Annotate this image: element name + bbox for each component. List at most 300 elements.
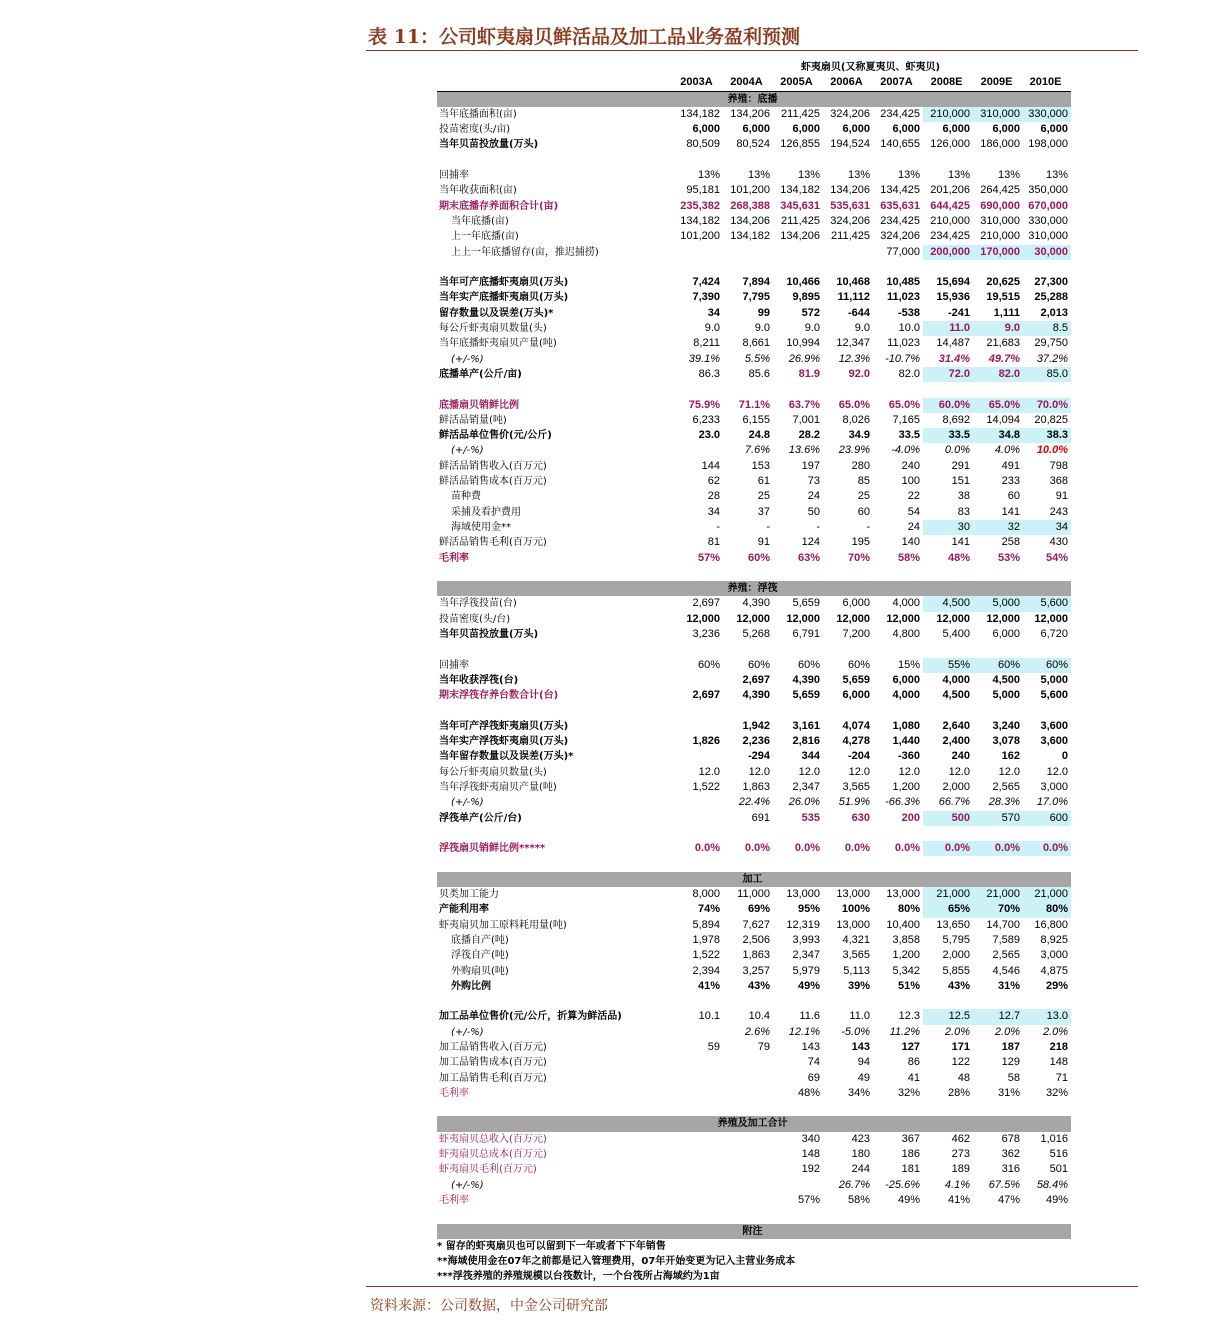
spacer-cell	[437, 642, 1071, 657]
value-cell: 500	[923, 811, 973, 826]
value-cell: 8,692	[942, 413, 970, 426]
value-cell: 200,000	[923, 245, 973, 260]
value-cell: 60%	[747, 551, 770, 564]
value-cell: 12.0	[848, 765, 870, 778]
value-cell: 65.0%	[888, 398, 920, 411]
value-cell: 5,342	[892, 964, 920, 977]
year-header: 2004A	[723, 75, 773, 91]
value-cell	[723, 245, 773, 260]
spacer-cell	[437, 382, 1071, 397]
table-row	[437, 1055, 1071, 1070]
year-header: 2005A	[773, 75, 823, 91]
value-cell	[723, 1055, 773, 1070]
year-header: 2008E	[923, 75, 973, 91]
value-cell: 189	[951, 1163, 970, 1176]
value-cell: 37.2%	[1036, 352, 1069, 365]
section-band	[437, 872, 1071, 887]
value-cell: 11,000	[737, 888, 770, 901]
value-cell: 58	[1007, 1071, 1020, 1084]
value-cell: 15,694	[936, 276, 970, 289]
table-row	[437, 1178, 1071, 1193]
value-cell: 233	[1001, 475, 1020, 488]
value-cell: 5,979	[792, 964, 820, 977]
value-cell: 324,206	[880, 230, 920, 243]
value-cell: 43%	[747, 979, 770, 992]
spacer-cell	[437, 260, 1071, 275]
table-row	[437, 229, 1071, 244]
value-cell: 8,925	[1040, 933, 1069, 946]
value-cell	[723, 1086, 773, 1101]
row-label: 鲜活品单位售价(元/公斤)	[439, 430, 552, 442]
value-cell: -	[716, 520, 720, 533]
year-header-row	[437, 75, 1071, 91]
value-cell: 43%	[947, 979, 970, 992]
value-cell: 1,978	[692, 933, 720, 946]
section-band-label: 养殖：浮筏	[437, 581, 1071, 596]
value-cell: 0.0%	[894, 842, 920, 855]
value-cell: 82.0	[973, 367, 1023, 382]
value-cell: 13%	[697, 169, 720, 182]
value-cell: 4.0%	[994, 444, 1020, 457]
value-cell: 95,181	[686, 184, 720, 197]
value-cell: 316	[1001, 1163, 1020, 1176]
value-cell: 240	[951, 750, 970, 763]
value-cell: 75.9%	[688, 398, 720, 411]
value-cell: 268,388	[730, 199, 770, 212]
table-row	[437, 489, 1071, 504]
value-cell	[723, 1147, 773, 1162]
value-cell: 134,425	[880, 184, 920, 197]
value-cell: 12.1%	[788, 1025, 820, 1038]
value-cell: 7.6%	[744, 444, 770, 457]
row-label: 苗种费	[451, 491, 481, 503]
value-cell: 324,206	[830, 107, 870, 120]
spacer-cell	[437, 994, 1071, 1009]
value-cell: 10,400	[886, 918, 920, 931]
value-cell: 55%	[923, 658, 973, 673]
value-cell: 3,000	[1040, 780, 1069, 793]
value-cell	[673, 719, 723, 734]
value-cell: 148	[801, 1148, 820, 1161]
value-cell: 4,875	[1040, 964, 1069, 977]
value-cell: 7,200	[842, 627, 870, 640]
value-cell: 95%	[797, 903, 820, 916]
value-cell: 13.6%	[788, 444, 820, 457]
value-cell: 4,500	[923, 596, 973, 611]
table-row	[437, 321, 1071, 336]
value-cell: 29%	[1045, 979, 1069, 992]
value-cell: 5,659	[792, 689, 820, 702]
group-header-row	[437, 60, 1071, 75]
value-cell: 1,200	[892, 780, 920, 793]
table-row	[437, 443, 1071, 458]
value-cell: 134,182	[680, 214, 720, 227]
value-cell: 201,206	[930, 184, 970, 197]
value-cell: 501	[1049, 1163, 1069, 1176]
value-cell: 570	[973, 811, 1023, 826]
value-cell: 2,697	[692, 689, 720, 702]
spacer-cell	[437, 703, 1071, 718]
value-cell: 1,200	[892, 949, 920, 962]
value-cell	[723, 1071, 773, 1086]
value-cell: 6,000	[892, 673, 920, 686]
value-cell: 4,000	[892, 689, 920, 702]
value-cell: 2,000	[942, 780, 970, 793]
value-cell: 143	[801, 1041, 820, 1053]
spacer-cell	[437, 826, 1071, 841]
value-cell: 23.9%	[838, 444, 870, 457]
value-cell: 38.3	[1023, 428, 1071, 443]
value-cell: 180	[851, 1148, 870, 1161]
value-cell: 15,936	[936, 291, 970, 304]
value-cell: 13%	[797, 169, 820, 182]
table-row	[437, 459, 1071, 474]
value-cell: 48	[957, 1071, 970, 1084]
value-cell: 3,078	[992, 735, 1020, 748]
spacer-cell	[437, 153, 1071, 168]
value-cell: 264,425	[980, 184, 1020, 197]
value-cell: 81.9	[798, 367, 820, 380]
value-cell: 2.0%	[994, 1025, 1020, 1038]
value-cell: 3,236	[692, 627, 720, 640]
value-cell: 34	[707, 505, 720, 518]
table-row	[437, 795, 1071, 810]
value-cell: 368	[1049, 475, 1069, 488]
table-row	[437, 107, 1071, 122]
value-cell: 134,182	[730, 230, 770, 243]
value-cell: -360	[897, 750, 920, 763]
value-cell: 91	[1055, 490, 1069, 503]
value-cell: 60%	[973, 658, 1023, 673]
value-cell: 6,000	[692, 123, 720, 136]
value-cell: 192	[801, 1163, 820, 1176]
row-label: 虾夷扇贝总收入(百万元)	[439, 1133, 547, 1145]
table-row	[437, 505, 1071, 520]
value-cell: 60.0%	[923, 398, 973, 413]
value-cell: 63.7%	[788, 398, 820, 411]
value-cell: 211,425	[781, 214, 820, 227]
value-cell: 6,000	[942, 123, 970, 136]
value-cell: 60%	[1023, 658, 1071, 673]
value-cell: 181	[901, 1163, 920, 1176]
value-cell: 60%	[697, 658, 720, 671]
table-row	[437, 1193, 1071, 1208]
value-cell: 234,425	[880, 214, 920, 227]
row-label: 回捕率	[439, 659, 469, 671]
value-cell: 7,001	[792, 413, 820, 426]
row-label: 当年可产底播虾夷扇贝(万头)	[439, 277, 569, 289]
value-cell: 85.0	[1023, 367, 1071, 382]
value-cell: 12,000	[786, 612, 820, 625]
value-cell: 21,683	[986, 337, 1020, 350]
value-cell: 13%	[847, 169, 870, 182]
source-note: 资料来源：公司数据，中金公司研究部	[370, 1298, 608, 1314]
spacer-row	[437, 1208, 1071, 1223]
value-cell: 600	[1023, 811, 1071, 826]
value-cell: 324,206	[830, 214, 870, 227]
value-cell: 19,515	[986, 291, 1020, 304]
value-cell: 8,211	[693, 337, 720, 350]
value-cell: 20,625	[986, 276, 1020, 289]
value-cell: 235,382	[680, 199, 720, 212]
value-cell: 12,347	[836, 337, 870, 350]
value-cell: 10.1	[698, 1010, 720, 1023]
value-cell: 4,500	[942, 689, 970, 702]
value-cell: 60%	[797, 658, 820, 671]
value-cell: 630	[851, 811, 870, 824]
value-cell: 195	[851, 536, 870, 549]
value-cell: 99	[757, 306, 770, 319]
table-row	[437, 658, 1071, 673]
section-band-label: 养殖：底播	[437, 91, 1071, 107]
value-cell: 350,000	[1028, 184, 1069, 197]
section-band	[437, 91, 1071, 107]
row-label: 当年贝苗投放量(万头)	[439, 139, 539, 151]
value-cell: 310,000	[973, 107, 1023, 122]
value-cell: 1,111	[993, 306, 1020, 319]
value-cell	[673, 1162, 723, 1177]
footnote: **海域使用金在07年之前都是记入管理费用，07年开始变更为记入主营业务成本	[437, 1256, 796, 1268]
value-cell: 6,791	[792, 627, 820, 640]
value-cell: 39.1%	[688, 352, 720, 365]
value-cell: 141	[951, 536, 970, 549]
value-cell: 12.0	[1046, 765, 1069, 778]
year-header: 2006A	[823, 75, 873, 91]
value-cell: 10,468	[836, 276, 870, 289]
table-row	[437, 1132, 1071, 1147]
row-label: 鲜活品销售成本(百万元)	[439, 476, 547, 488]
value-cell: 71	[1055, 1071, 1069, 1084]
row-label: 上上一年底播留存(亩，推迟捕捞)	[451, 246, 599, 258]
value-cell: 4,390	[742, 689, 770, 702]
value-cell: 3,000	[1040, 949, 1069, 962]
value-cell: -294	[747, 750, 770, 763]
row-label: 当年收获面积(亩)	[439, 185, 517, 197]
value-cell: 134,206	[780, 230, 820, 243]
table-row	[437, 612, 1071, 627]
value-cell: 21,000	[923, 887, 973, 902]
value-cell: 2,000	[942, 949, 970, 962]
value-cell: 24	[907, 520, 920, 533]
value-cell: 94	[857, 1056, 870, 1069]
value-cell: 3,565	[842, 949, 870, 962]
value-cell: 2,697	[742, 673, 770, 686]
value-cell: 86.3	[698, 367, 720, 380]
table-row	[437, 841, 1071, 856]
row-label: 加工品销售收入(百万元)	[439, 1042, 547, 1053]
spacer-row	[437, 856, 1071, 871]
value-cell: 15%	[897, 658, 920, 671]
value-cell: 2,697	[692, 597, 720, 610]
value-cell: 491	[1001, 459, 1020, 472]
row-label: 当年实产底播虾夷扇贝(万头)	[439, 292, 569, 304]
value-cell: 6,000	[992, 123, 1020, 136]
value-cell: 26.7%	[838, 1178, 870, 1191]
value-cell: 0.0%	[944, 444, 970, 457]
value-cell: 340	[801, 1132, 820, 1145]
value-cell: 60	[1007, 490, 1020, 503]
value-cell: 234,425	[880, 107, 920, 120]
value-cell: 3,600	[1040, 735, 1069, 748]
value-cell: 310,000	[980, 214, 1020, 227]
value-cell: 210,000	[923, 107, 973, 122]
value-cell: 10.0	[898, 322, 920, 335]
value-cell: 51%	[897, 979, 920, 992]
value-cell: 26.0%	[788, 796, 820, 809]
value-cell: 134,206	[730, 214, 770, 227]
value-cell: 101,200	[680, 230, 720, 243]
value-cell: 1,522	[692, 780, 720, 793]
value-cell: 4,500	[992, 673, 1020, 686]
value-cell: 12,000	[936, 612, 970, 625]
year-header: 2007A	[873, 75, 923, 91]
value-cell: 34	[707, 306, 720, 319]
value-cell: 2,565	[992, 780, 1020, 793]
value-cell: 9.0	[754, 322, 770, 335]
value-cell: 17.0%	[1036, 796, 1069, 809]
value-cell: 2,816	[792, 735, 820, 748]
value-cell: 6,000	[742, 123, 770, 136]
value-cell: 12,000	[686, 612, 720, 625]
forecast-table-body	[437, 60, 1071, 1285]
value-cell: -	[766, 520, 770, 533]
value-cell: 4.1%	[944, 1178, 970, 1191]
value-cell: 0.0%	[1023, 841, 1071, 856]
row-label: 当年底播虾夷扇贝产量(吨)	[439, 338, 557, 350]
value-cell: 12.0	[948, 765, 970, 778]
table-row	[437, 780, 1071, 795]
value-cell: 186	[901, 1148, 920, 1161]
value-cell: 73	[807, 475, 820, 488]
value-cell: 2,640	[942, 719, 970, 732]
value-cell: 5,600	[1023, 596, 1071, 611]
value-cell: 24.8	[748, 429, 770, 442]
value-cell: 14,700	[986, 918, 1020, 931]
row-label: 当年底播面积(亩)	[439, 108, 517, 120]
row-label: 上一年底播(亩)	[451, 231, 519, 243]
table-row	[437, 199, 1071, 214]
value-cell: 211,425	[781, 107, 820, 120]
spacer-cell	[437, 566, 1071, 581]
value-cell: 48%	[947, 551, 970, 564]
value-cell: 12.7	[973, 1009, 1023, 1024]
note-row	[437, 1239, 1071, 1254]
row-label: 鲜活品销售毛利(百万元)	[439, 537, 547, 549]
value-cell: 1,522	[692, 949, 720, 962]
value-cell: 141	[1001, 505, 1020, 518]
value-cell: 28	[707, 490, 720, 503]
value-cell: -241	[947, 306, 970, 319]
value-cell: -66.3%	[885, 796, 920, 809]
value-cell: 34.9	[848, 429, 870, 442]
spacer-row	[437, 260, 1071, 275]
value-cell: 3,565	[842, 780, 870, 793]
value-cell: 49%	[797, 979, 820, 992]
value-cell: 210,000	[980, 230, 1020, 243]
spacer-row	[437, 826, 1071, 841]
table-row	[437, 964, 1071, 979]
spacer-row	[437, 382, 1071, 397]
value-cell: 200	[901, 811, 920, 824]
value-cell: 122	[951, 1056, 970, 1069]
value-cell: 670,000	[1028, 199, 1069, 212]
value-cell: 0.0%	[923, 841, 973, 856]
value-cell: 50	[807, 505, 820, 518]
value-cell: 1,863	[742, 949, 770, 962]
value-cell: 49	[857, 1071, 870, 1084]
title-divider	[366, 50, 1138, 51]
value-cell: 25	[857, 490, 870, 503]
table-row	[437, 1086, 1071, 1101]
section-band-label: 养殖及加工合计	[437, 1116, 1071, 1131]
value-cell: 32	[973, 520, 1023, 535]
row-label: 贝类加工能力	[439, 889, 499, 901]
value-cell: 61	[757, 475, 770, 488]
row-label: 鲜活品销售收入(百万元)	[439, 460, 547, 472]
table-row	[437, 520, 1071, 535]
value-cell: 48%	[797, 1086, 820, 1099]
value-cell: 82.0	[898, 367, 920, 380]
value-cell: 11.0	[923, 321, 973, 336]
value-cell: 72.0	[923, 367, 973, 382]
value-cell: -4.0%	[891, 444, 920, 457]
value-cell: 4,546	[992, 964, 1020, 977]
value-cell: 151	[951, 475, 970, 488]
value-cell: 12.3%	[838, 352, 870, 365]
value-cell: 12,319	[786, 918, 820, 931]
group-header: 虾夷扇贝(又称夏夷贝、虾夷贝)	[800, 62, 941, 73]
value-cell	[673, 245, 723, 260]
value-cell: 240	[901, 459, 920, 472]
value-cell: 100	[901, 475, 920, 488]
table-row	[437, 336, 1071, 351]
value-cell: 13,000	[836, 888, 870, 901]
table-row	[437, 933, 1071, 948]
value-cell: 170,000	[973, 245, 1023, 260]
value-cell: 80%	[1023, 902, 1071, 917]
row-label: 底播扇贝销鲜比例	[439, 399, 519, 411]
value-cell: 5,659	[842, 673, 870, 686]
value-cell: 211,425	[831, 230, 870, 243]
value-cell	[673, 1178, 723, 1193]
value-cell: 28.2	[798, 429, 820, 442]
row-label: 投苗密度(头/亩)	[439, 124, 511, 136]
value-cell: 5,600	[1040, 689, 1069, 702]
value-cell: 1,440	[892, 735, 920, 748]
value-cell: 74	[807, 1056, 820, 1069]
value-cell	[673, 1071, 723, 1086]
value-cell: 70.0%	[1023, 398, 1071, 413]
value-cell: 2,400	[942, 735, 970, 748]
row-label: 当年浮筏投苗(台)	[439, 598, 517, 610]
value-cell: 13,650	[936, 918, 970, 931]
value-cell: 91	[757, 536, 770, 549]
value-cell: 49%	[897, 1193, 920, 1206]
value-cell: 8,000	[692, 888, 720, 901]
value-cell: 101,200	[730, 184, 770, 197]
table-row	[437, 551, 1071, 566]
value-cell: 126,855	[780, 138, 820, 151]
table-row	[437, 719, 1071, 734]
value-cell: -	[866, 520, 870, 533]
value-cell: 5,000	[973, 596, 1023, 611]
value-cell: 74%	[697, 903, 720, 916]
row-label: 浮筏自产(吨)	[451, 950, 509, 962]
row-label: 加工品销售成本(百万元)	[439, 1057, 547, 1069]
value-cell: 13.0	[1023, 1009, 1071, 1024]
value-cell: 12,000	[986, 612, 1020, 625]
row-label: 虾夷扇贝加工原料耗用量(吨)	[439, 919, 567, 931]
